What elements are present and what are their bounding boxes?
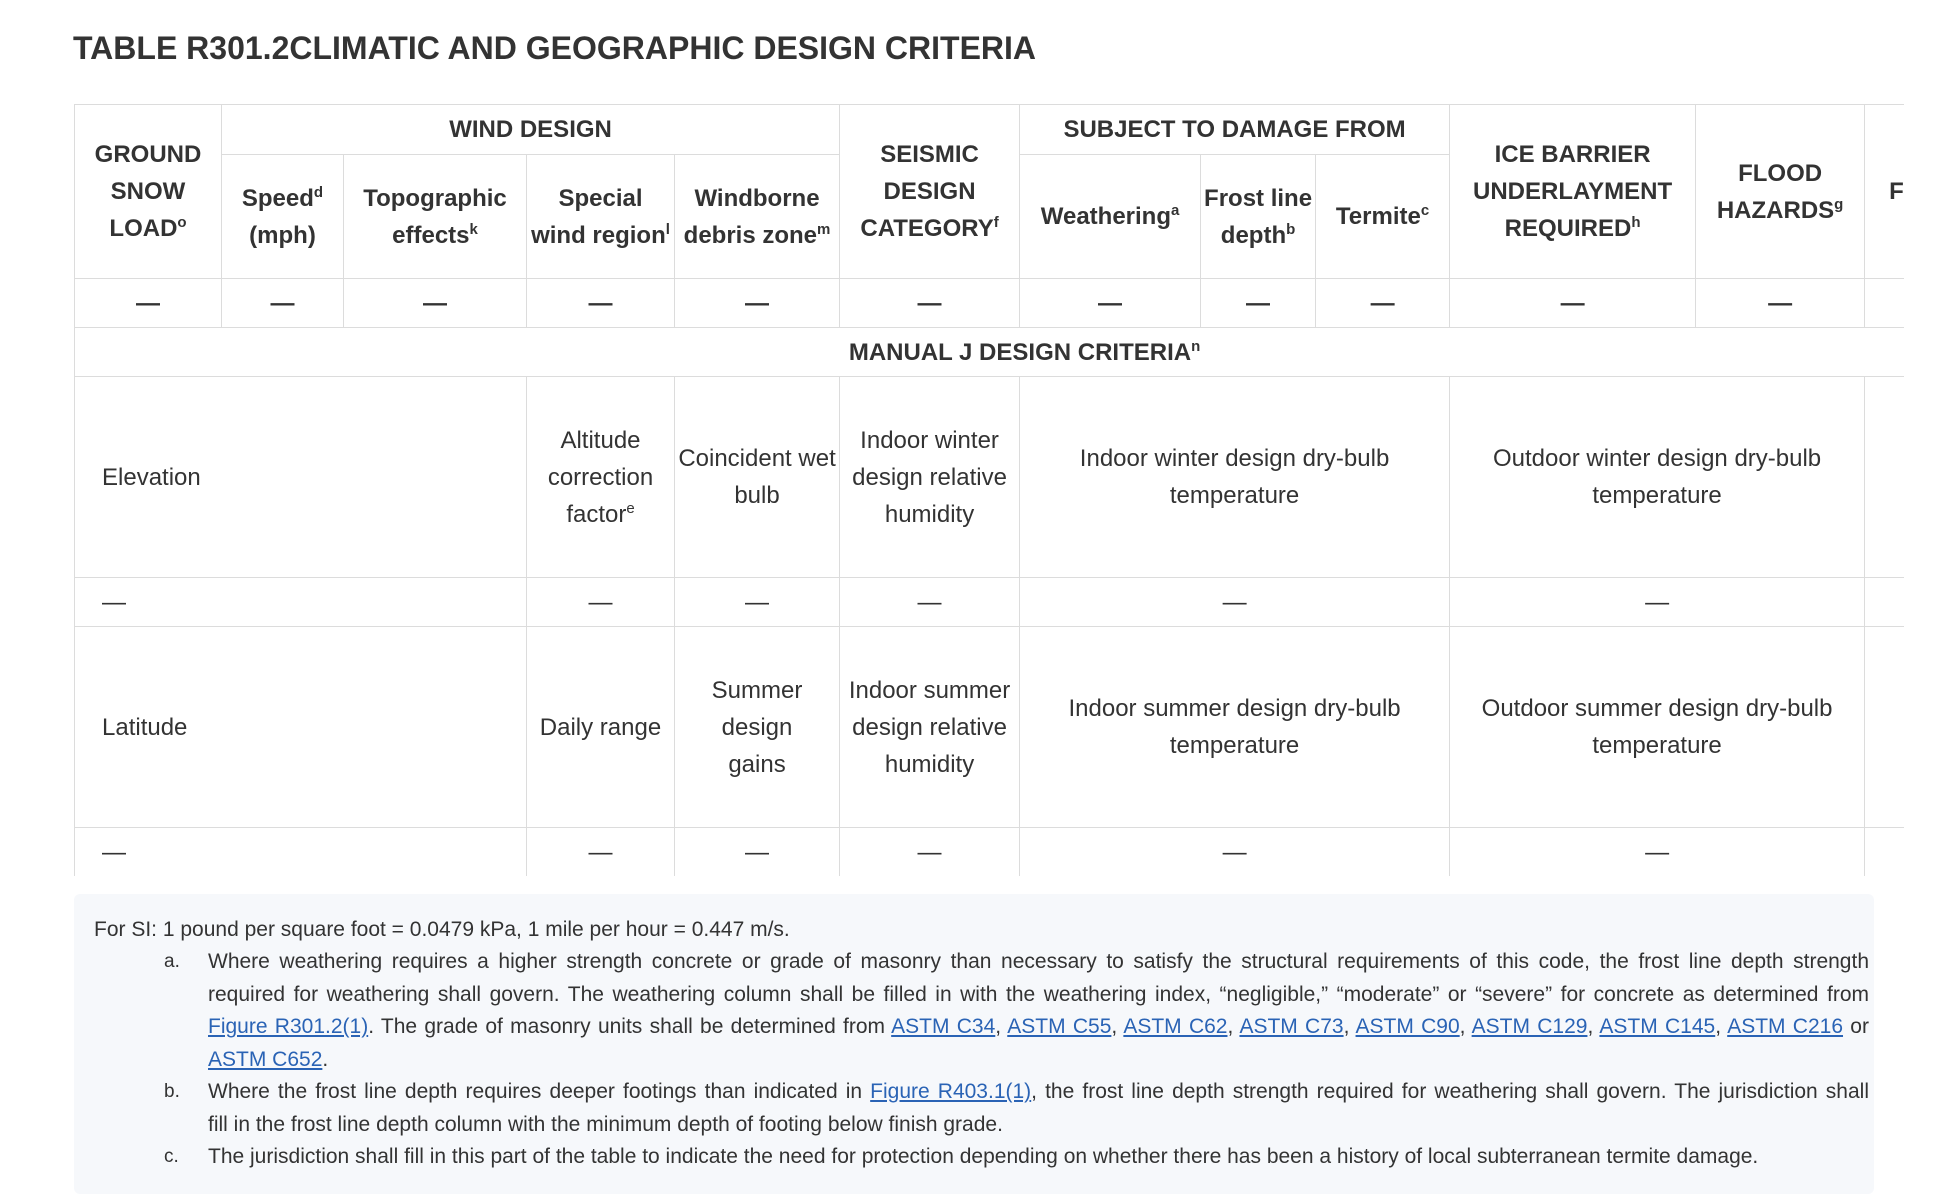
header-special-wind-region: Special wind region$^l$ — [527, 155, 675, 279]
astm-c90-link[interactable]: ASTM C90 — [1355, 1015, 1460, 1038]
astm-c34-link[interactable]: ASTM C34 — [891, 1015, 996, 1038]
header-ground-snow-load: GROUND SNOW LOAD$^o$ — [75, 105, 222, 279]
table-row — [75, 377, 1905, 578]
footnote-c: c. The jurisdiction shall fill in this part of the table to indicate the need for protection depending on whether there has been a history of local subterranean termite damage. — [94, 1141, 1869, 1174]
astm-c73-link[interactable]: ASTM C73 — [1239, 1015, 1344, 1038]
astm-c62-link[interactable]: ASTM C62 — [1123, 1015, 1228, 1038]
astm-c55-link[interactable]: ASTM C55 — [1007, 1015, 1112, 1038]
cell-summer-design-gains: Summer design gains — [675, 627, 840, 828]
cell-indoor-summer-db: Indoor summer design dry-bulb temperature — [1020, 627, 1450, 828]
table-row — [75, 627, 1905, 828]
header-speed: Speed$^d$ (mph) — [222, 155, 344, 279]
header-subject-to-damage: SUBJECT TO DAMAGE FROM — [1020, 105, 1450, 155]
cell-indoor-summer-rh: Indoor summer design relative humidity — [840, 627, 1020, 828]
cell-coincident-wet-bulb: Coincident wet bulb — [675, 377, 840, 578]
criteria-table — [74, 104, 1904, 876]
table-row: — — — — — — — [75, 578, 1905, 627]
footnote-si: For SI: 1 pound per square foot = 0.0479 kPa, 1 mile per hour = 0.447 m/s. — [94, 918, 790, 941]
table-row: — — — — — — — — — — — — [75, 279, 1905, 328]
cell-daily-range: Daily range — [527, 627, 675, 828]
astm-c216-link[interactable]: ASTM C216 — [1727, 1015, 1844, 1038]
figure-r301-2-1-link[interactable]: Figure R301.2(1) — [208, 1015, 369, 1038]
header-topographic-effects: Topographic effects$^k$ — [344, 155, 527, 279]
manual-j-header-row — [75, 328, 1905, 377]
cell-outdoor-summer-db: Outdoor summer design dry-bulb temperature — [1450, 627, 1865, 828]
footnotes-panel — [74, 894, 1874, 1194]
astm-c129-link[interactable]: ASTM C129 — [1471, 1015, 1588, 1038]
cell-altitude-correction: Altitude correction factor$^e$ — [527, 377, 675, 578]
footnote-b: b. Where the frost line depth requires deeper footings than indicated in Figure R403.1(1), the frost line depth strength required for weathering shall govern. The jurisdiction shall fill in the frost line depth column with the minimum depth of footing below finish grade. — [94, 1076, 1869, 1141]
figure-r403-1-1-link[interactable]: Figure R403.1(1) — [870, 1080, 1032, 1103]
header-seismic-design-category: SEISMIC DESIGN CATEGORY$^f$ — [840, 105, 1020, 279]
header-termite: Termite$^c$ — [1316, 155, 1450, 279]
header-ice-barrier: ICE BARRIER UNDERLAYMENT REQUIRED$^h$ — [1450, 105, 1696, 279]
footnote-marker: a. — [164, 951, 180, 972]
header-flood-hazards: FLOOD HAZARDS$^g$ — [1696, 105, 1865, 279]
cell-latitude: Latitude — [75, 627, 527, 828]
cell-indoor-winter-rh: Indoor winter design relative humidity — [840, 377, 1020, 578]
cell-elevation: Elevation — [75, 377, 527, 578]
cell-indoor-winter-db: Indoor winter design dry-bulb temperature — [1020, 377, 1450, 578]
footnote-marker: c. — [164, 1146, 179, 1167]
cell-outdoor-winter-db: Outdoor winter design dry-bulb temperature — [1450, 377, 1865, 578]
header-weathering: Weathering$^a$ — [1020, 155, 1201, 279]
header-windborne-debris-zone: Windborne debris zone$^m$ — [675, 155, 840, 279]
footnote-a: a. Where weathering requires a higher strength concrete or grade of masonry than necessary to satisfy the structural requirements of this code, the frost line depth strength required for weathering shall govern. The weathering column shall be filled in with the weathering index, “negligible,” “moderate” or “severe” for concrete as determined from Figure R301.2(1). The grade of masonry units shall be determined from ASTM C34, ASTM C55, ASTM C62, ASTM C73, ASTM C90, ASTM C129, ASTM C145, ASTM C216 or ASTM C652. — [94, 946, 1869, 1076]
footnote-marker: b. — [164, 1081, 180, 1102]
header-frost-line-depth: Frost line depth$^b$ — [1201, 155, 1316, 279]
header-truncated: F — [1865, 105, 1904, 279]
header-wind-design: WIND DESIGN — [222, 105, 840, 155]
manual-j-title: MANUAL J DESIGN CRITERIA$^n$ — [75, 328, 1905, 377]
astm-c145-link[interactable]: ASTM C145 — [1599, 1015, 1716, 1038]
table-row: — — — — — — — [75, 828, 1905, 877]
criteria-table-container[interactable] — [74, 104, 1904, 876]
page-title: TABLE R301.2CLIMATIC AND GEOGRAPHIC DESIGN CRITERIA — [73, 30, 1037, 66]
astm-c652-link[interactable]: ASTM C652 — [208, 1047, 323, 1071]
